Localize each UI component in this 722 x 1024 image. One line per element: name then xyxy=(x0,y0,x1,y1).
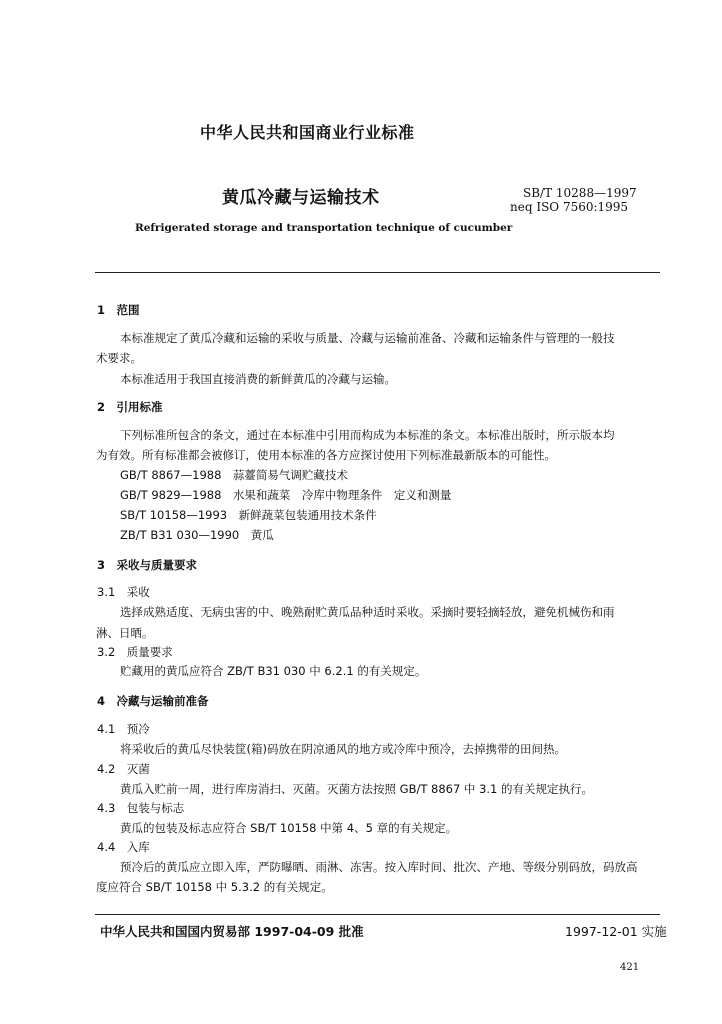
org-title: 中华人民共和国商业行业标准 xyxy=(200,123,415,142)
approval-date: 中华人民共和国国内贸易部 1997-04-09 批准 xyxy=(100,924,364,939)
section-4-heading: 4 冷藏与运输前准备 xyxy=(97,694,209,708)
footer-divider xyxy=(95,914,660,915)
section-4-2-heading: 4.2 灭菌 xyxy=(97,762,150,776)
section-4-4-paragraph-line-2: 度应符合 SB/T 10158 中 5.3.2 的有关规定。 xyxy=(96,880,333,894)
section-1-paragraph-2: 本标准适用于我国直接消费的新鲜黄瓜的冷藏与运输。 xyxy=(120,372,396,386)
header-divider xyxy=(95,272,660,273)
section-3-2-heading: 3.2 质量要求 xyxy=(97,645,173,659)
reference-item: GB/T 9829—1988 水果和蔬菜 冷库中物理条件 定义和测量 xyxy=(120,488,452,502)
section-3-1-paragraph-line-1: 选择成熟适度、无病虫害的中、晚熟耐贮黄瓜品种适时采收。采摘时要轻摘轻放，避免机械伤和雨 xyxy=(120,605,615,619)
standard-equivalence: neq ISO 7560:1995 xyxy=(510,200,629,214)
section-4-3-paragraph: 黄瓜的包装及标志应符合 SB/T 10158 中第 4、5 章的有关规定。 xyxy=(120,821,458,835)
reference-item: ZB/T B31 030—1990 黄瓜 xyxy=(120,528,274,542)
section-4-3-heading: 4.3 包装与标志 xyxy=(97,801,185,815)
section-4-2-paragraph: 黄瓜入贮前一周，进行库房消扫、灭菌。灭菌方法按照 GB/T 8867 中 3.1 的有关规定执行。 xyxy=(120,782,594,796)
section-1-paragraph-1-line-1: 本标准规定了黄瓜冷藏和运输的采收与质量、冷藏与运输前准备、冷藏和运输条件与管理的一般技 xyxy=(120,331,615,345)
section-2-heading: 2 引用标准 xyxy=(97,400,163,414)
standard-code: SB/T 10288—1997 xyxy=(523,186,637,200)
section-2-paragraph-line-2: 为有效。所有标准都会被修订，使用本标准的各方应探讨使用下列标准最新版本的可能性。 xyxy=(96,448,556,462)
section-4-4-heading: 4.4 入库 xyxy=(97,840,150,854)
reference-item: GB/T 8867—1988 蒜薹简易气调贮藏技术 xyxy=(120,468,348,482)
section-3-1-heading: 3.1 采收 xyxy=(97,585,150,599)
section-4-4-paragraph-line-1: 预冷后的黄瓜应立即入库，严防曝晒、雨淋、冻害。按入库时间、批次、产地、等级分别码放，码放高 xyxy=(120,860,638,874)
section-4-1-heading: 4.1 预冷 xyxy=(97,722,150,736)
english-title: Refrigerated storage and transportation technique of cucumber xyxy=(135,222,513,234)
page-number: 421 xyxy=(620,962,640,973)
section-1-heading: 1 范围 xyxy=(97,303,140,317)
section-3-1-paragraph-line-2: 淋、日晒。 xyxy=(96,626,154,640)
section-3-2-paragraph: 贮藏用的黄瓜应符合 ZB/T B31 030 中 6.2.1 的有关规定。 xyxy=(120,664,427,678)
section-2-paragraph-line-1: 下列标准所包含的条文，通过在本标准中引用而构成为本标准的条文。本标准出版时，所示版本均 xyxy=(120,428,615,442)
section-4-1-paragraph: 将采收后的黄瓜尽快装筐(箱)码放在阴凉通风的地方或冷库中预冷，去掉携带的田间热。 xyxy=(120,742,566,756)
implementation-date: 1997-12-01 实施 xyxy=(565,924,667,939)
section-3-heading: 3 采收与质量要求 xyxy=(97,558,198,572)
section-1-paragraph-1-line-2: 术要求。 xyxy=(96,351,142,365)
document-title: 黄瓜冷藏与运输技术 xyxy=(222,188,380,208)
reference-item: SB/T 10158—1993 新鲜蔬菜包装通用技术条件 xyxy=(120,508,377,522)
